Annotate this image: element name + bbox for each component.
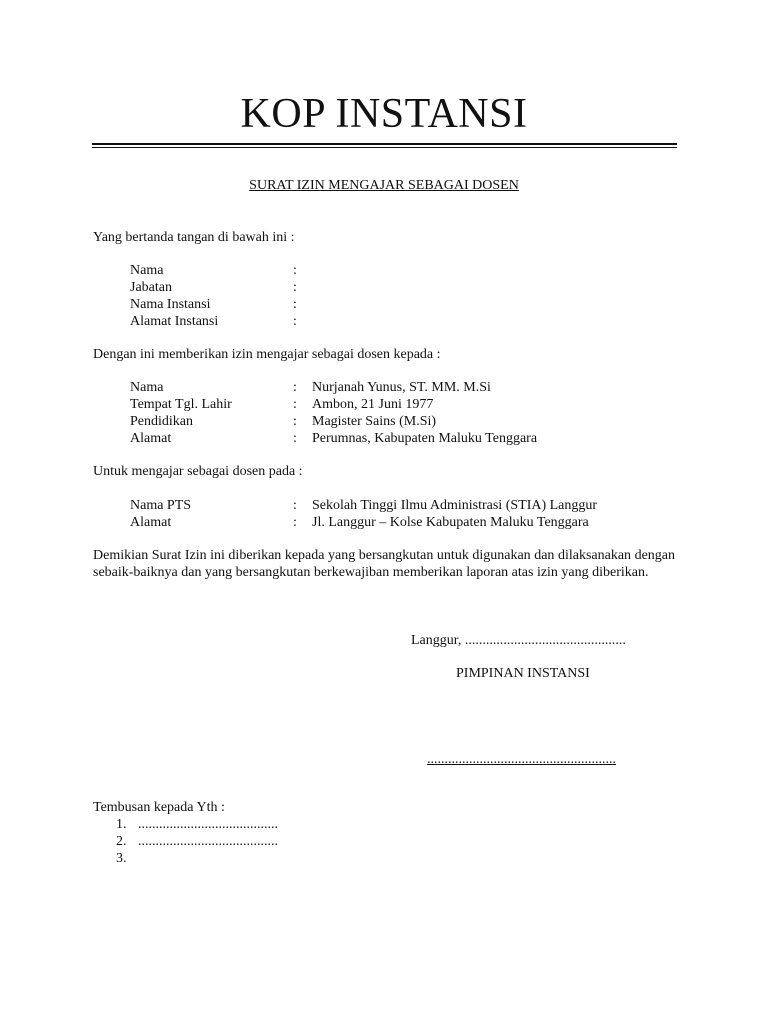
field-value: Jl. Langgur – Kolse Kabupaten Maluku Tenggara (312, 515, 589, 530)
field-value: Magister Sains (M.Si) (312, 414, 437, 429)
field-colon: : (293, 280, 297, 295)
field-value: Ambon, 21 Juni 1977 (312, 397, 434, 412)
field-colon: : (293, 263, 297, 278)
field-label: Nama (130, 380, 164, 395)
field-value: Perumnas, Kabupaten Maluku Tenggara (312, 431, 538, 446)
document-title-wrapper (0, 177, 768, 195)
field-label: Tempat Tgl. Lahir (130, 397, 232, 412)
field-value: Nurjanah Yunus, ST. MM. M.Si (312, 380, 491, 395)
letterhead-divider-thin (92, 147, 677, 148)
list-number: 3. (116, 851, 127, 866)
field-colon: : (293, 515, 297, 530)
institution-intro: Untuk mengajar sebagai dosen pada : (93, 464, 303, 479)
field-label: Nama PTS (130, 498, 192, 513)
document-title: SURAT IZIN MENGAJAR SEBAGAI DOSEN (249, 178, 519, 193)
field-label: Alamat Instansi (130, 314, 219, 329)
carbon-copy-heading: Tembusan kepada Yth : (93, 800, 225, 815)
field-label: Alamat (130, 431, 172, 446)
list-number: 2. (116, 834, 127, 849)
list-text: ........................................ (138, 834, 278, 849)
field-label: Nama Instansi (130, 297, 211, 312)
closing-paragraph: Demikian Surat Izin ini diberikan kepada yang bersangkutan untuk digunakan dan dilaksanakan dengan sebaik-baiknya dan yang bersangkutan berkewajiban memberikan laporan atas izin yang diberikan. (93, 548, 675, 580)
grantee-intro: Dengan ini memberikan izin mengajar sebagai dosen kepada : (93, 347, 441, 362)
field-colon: : (293, 498, 297, 513)
field-label: Alamat (130, 515, 172, 530)
signer-intro: Yang bertanda tangan di bawah ini : (93, 230, 295, 245)
field-label: Nama (130, 263, 164, 278)
field-colon: : (293, 397, 297, 412)
place-date-line: Langgur, .............................................. (411, 633, 626, 648)
field-colon: : (293, 414, 297, 429)
signer-position: PIMPINAN INSTANSI (456, 666, 590, 681)
field-colon: : (293, 297, 297, 312)
field-label: Jabatan (130, 280, 172, 295)
field-value: Sekolah Tinggi Ilmu Administrasi (STIA) Langgur (312, 498, 598, 513)
field-label: Pendidikan (130, 414, 193, 429)
list-text: ........................................ (138, 817, 278, 832)
field-colon: : (293, 314, 297, 329)
list-number: 1. (116, 817, 127, 832)
field-colon: : (293, 380, 297, 395)
letterhead-title: KOP INSTANSI (240, 91, 528, 137)
field-colon: : (293, 431, 297, 446)
letterhead-divider-thick (92, 143, 677, 145)
signature-name-line: ...................................................... (427, 752, 616, 767)
